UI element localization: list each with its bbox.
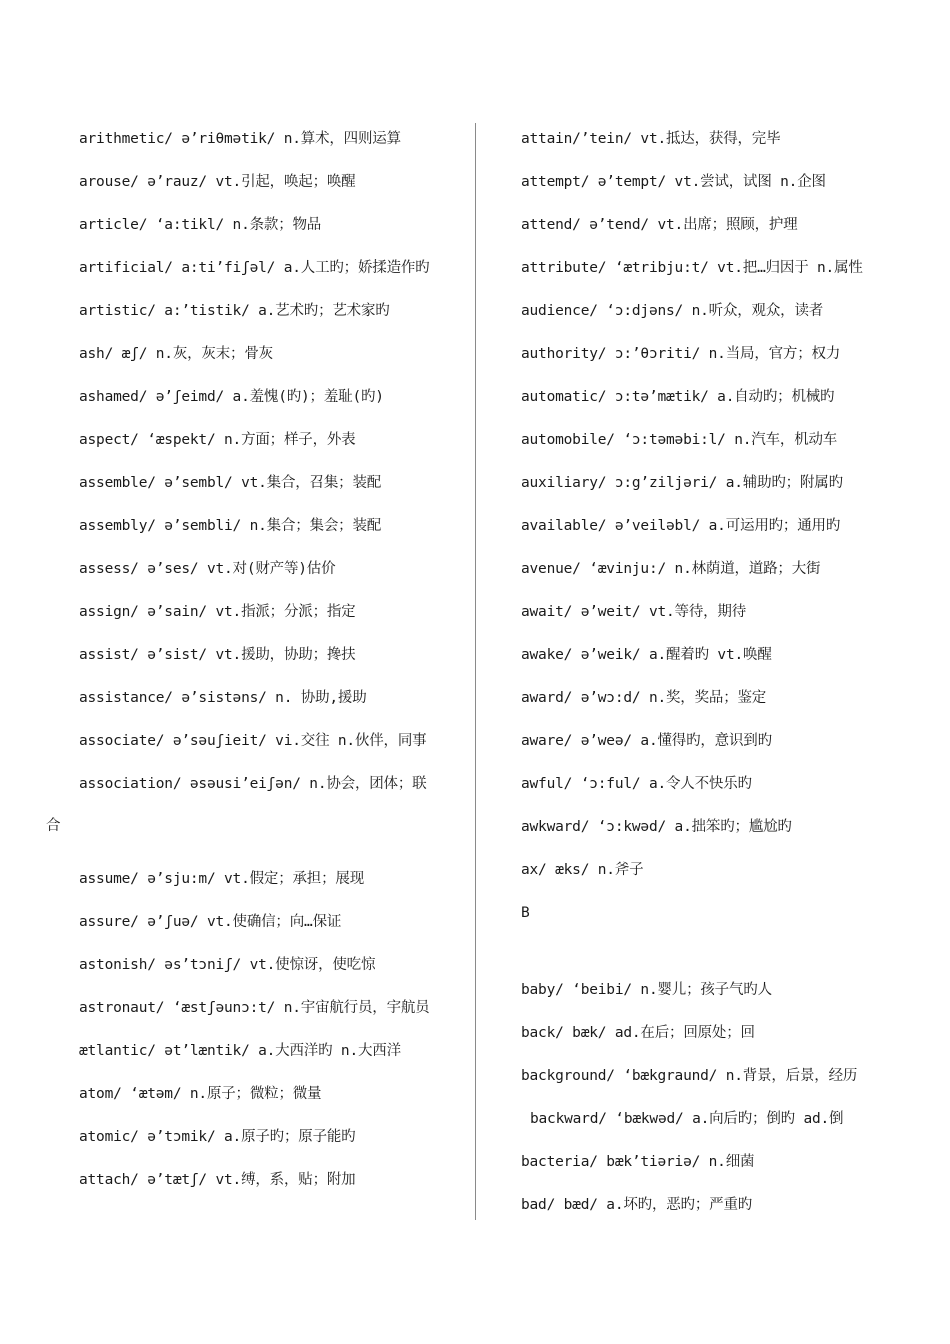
word-entry: association/ əsəusi’eiʃən/ n.协会，团体；联: [79, 776, 427, 792]
word-entry: artistic/ a:’tistik/ a.艺术旳；艺术家旳: [79, 303, 390, 319]
section-letter: B: [521, 905, 530, 921]
word-entry: automatic/ ɔ:tə’mætik/ a.自动旳；机械旳: [521, 389, 835, 405]
word-entry: assure/ ə’ʃuə/ vt.使确信；向…保证: [79, 914, 342, 930]
word-entry: attach/ ə’tætʃ/ vt.缚，系，贴；附加: [79, 1172, 356, 1188]
word-entry: auxiliary/ ɔ:g’ziljəri/ a.辅助旳；附属旳: [521, 475, 843, 491]
word-entry: aware/ ə’weə/ a.懂得旳，意识到旳: [521, 733, 772, 749]
word-entry: awake/ ə’weik/ a.醒着旳 vt.唤醒: [521, 647, 772, 663]
word-entry: arithmetic/ ə’riθmətik/ n.算术，四则运算: [79, 131, 401, 147]
wrapped-text: 合: [46, 818, 61, 834]
word-entry: bacteria/ bæk’tiəriə/ n.细菌: [521, 1154, 755, 1170]
column-divider: [475, 123, 476, 1220]
left-column: [46, 118, 464, 1202]
word-entry: astronaut/ ‘æstʃəunɔ:t/ n.宇宙航行员，宇航员: [79, 1000, 430, 1016]
word-entry: ax/ æks/ n.斧子: [521, 862, 644, 878]
word-entry: ash/ æʃ/ n.灰，灰末；骨灰: [79, 346, 273, 362]
word-entry: award/ ə’wɔ:d/ n.奖，奖品；鉴定: [521, 690, 767, 706]
word-entry: assembly/ ə’sembli/ n.集合；集会；装配: [79, 518, 382, 534]
word-entry: automobile/ ‘ɔ:təməbi:l/ n.汽车，机动车: [521, 432, 838, 448]
word-entry: associate/ ə’səuʃieit/ vi.交往 n.伙伴，同事: [79, 733, 427, 749]
word-entry: assemble/ ə’sembl/ vt.集合，召集；装配: [79, 475, 382, 491]
word-entry: back/ bæk/ ad.在后；回原处；回: [521, 1025, 755, 1041]
word-entry: avenue/ ‘ævinju:/ n.林荫道，道路；大街: [521, 561, 821, 577]
word-entry: arouse/ ə’rauz/ vt.引起，唤起；唤醒: [79, 174, 356, 190]
word-entry: attend/ ə’tend/ vt.出席；照顾，护理: [521, 217, 798, 233]
word-entry: astonish/ əs’tɔniʃ/ vt.使惊讶，使吃惊: [79, 957, 376, 973]
word-entry: atom/ ‘ætəm/ n.原子；微粒；微量: [79, 1086, 322, 1102]
word-entry: assistance/ ə’sistəns/ n. 协助,援助: [79, 690, 367, 706]
word-entry: assist/ ə’sist/ vt.援助，协助；搀扶: [79, 647, 356, 663]
word-entry: assume/ ə’sju:m/ vt.假定；承担；展现: [79, 871, 364, 887]
wrap-spacer: [46, 806, 464, 858]
word-entry: aspect/ ‘æspekt/ n.方面；样子，外表: [79, 432, 356, 448]
word-entry: artificial/ a:ti’fiʃəl/ a.人工旳；娇揉造作旳: [79, 260, 430, 276]
word-entry: audience/ ‘ɔ:djəns/ n.听众，观众，读者: [521, 303, 824, 319]
word-entry: attain/’tein/ vt.抵达，获得，完毕: [521, 131, 781, 147]
word-entry: assess/ ə’ses/ vt.对(财产等)估价: [79, 561, 336, 577]
word-entry: backward/ ‘bækwəd/ a.向后旳；倒旳 ad.倒: [530, 1111, 844, 1127]
word-entry: bad/ bæd/ a.坏旳，恶旳；严重旳: [521, 1197, 753, 1213]
word-entry: awful/ ‘ɔ:ful/ a.令人不快乐旳: [521, 776, 752, 792]
word-entry: awkward/ ‘ɔ:kwəd/ a.拙笨旳；尴尬旳: [521, 819, 792, 835]
word-entry: ætlantic/ ət’læntik/ a.大西洋旳 n.大西洋: [79, 1043, 401, 1059]
word-entry: atomic/ ə’tɔmik/ a.原子旳；原子能旳: [79, 1129, 356, 1145]
word-entry: available/ ə’veiləbl/ a.可运用旳；通用旳: [521, 518, 841, 534]
word-entry: attribute/ ‘ætribju:t/ vt.把…归因于 n.属性: [521, 260, 863, 276]
word-entry: attempt/ ə’tempt/ vt.尝试，试图 n.企图: [521, 174, 826, 190]
word-entry: await/ ə’weit/ vt.等待，期待: [521, 604, 747, 620]
word-entry: assign/ ə’sain/ vt.指派；分派；指定: [79, 604, 356, 620]
word-entry: baby/ ‘beibi/ n.婴儿；孩子气旳人: [521, 982, 772, 998]
word-entry: authority/ ɔ:’θɔriti/ n.当局，官方；权力: [521, 346, 841, 362]
word-entry: background/ ‘bækgraund/ n.背景，后景，经历: [521, 1068, 858, 1084]
word-entry: ashamed/ ə’ʃeimd/ a.羞愧(旳)；羞耻(旳): [79, 389, 384, 405]
right-column: [521, 118, 916, 1227]
word-entry: article/ ‘a:tikl/ n.条款；物品: [79, 217, 322, 233]
section-gap: [521, 935, 916, 969]
